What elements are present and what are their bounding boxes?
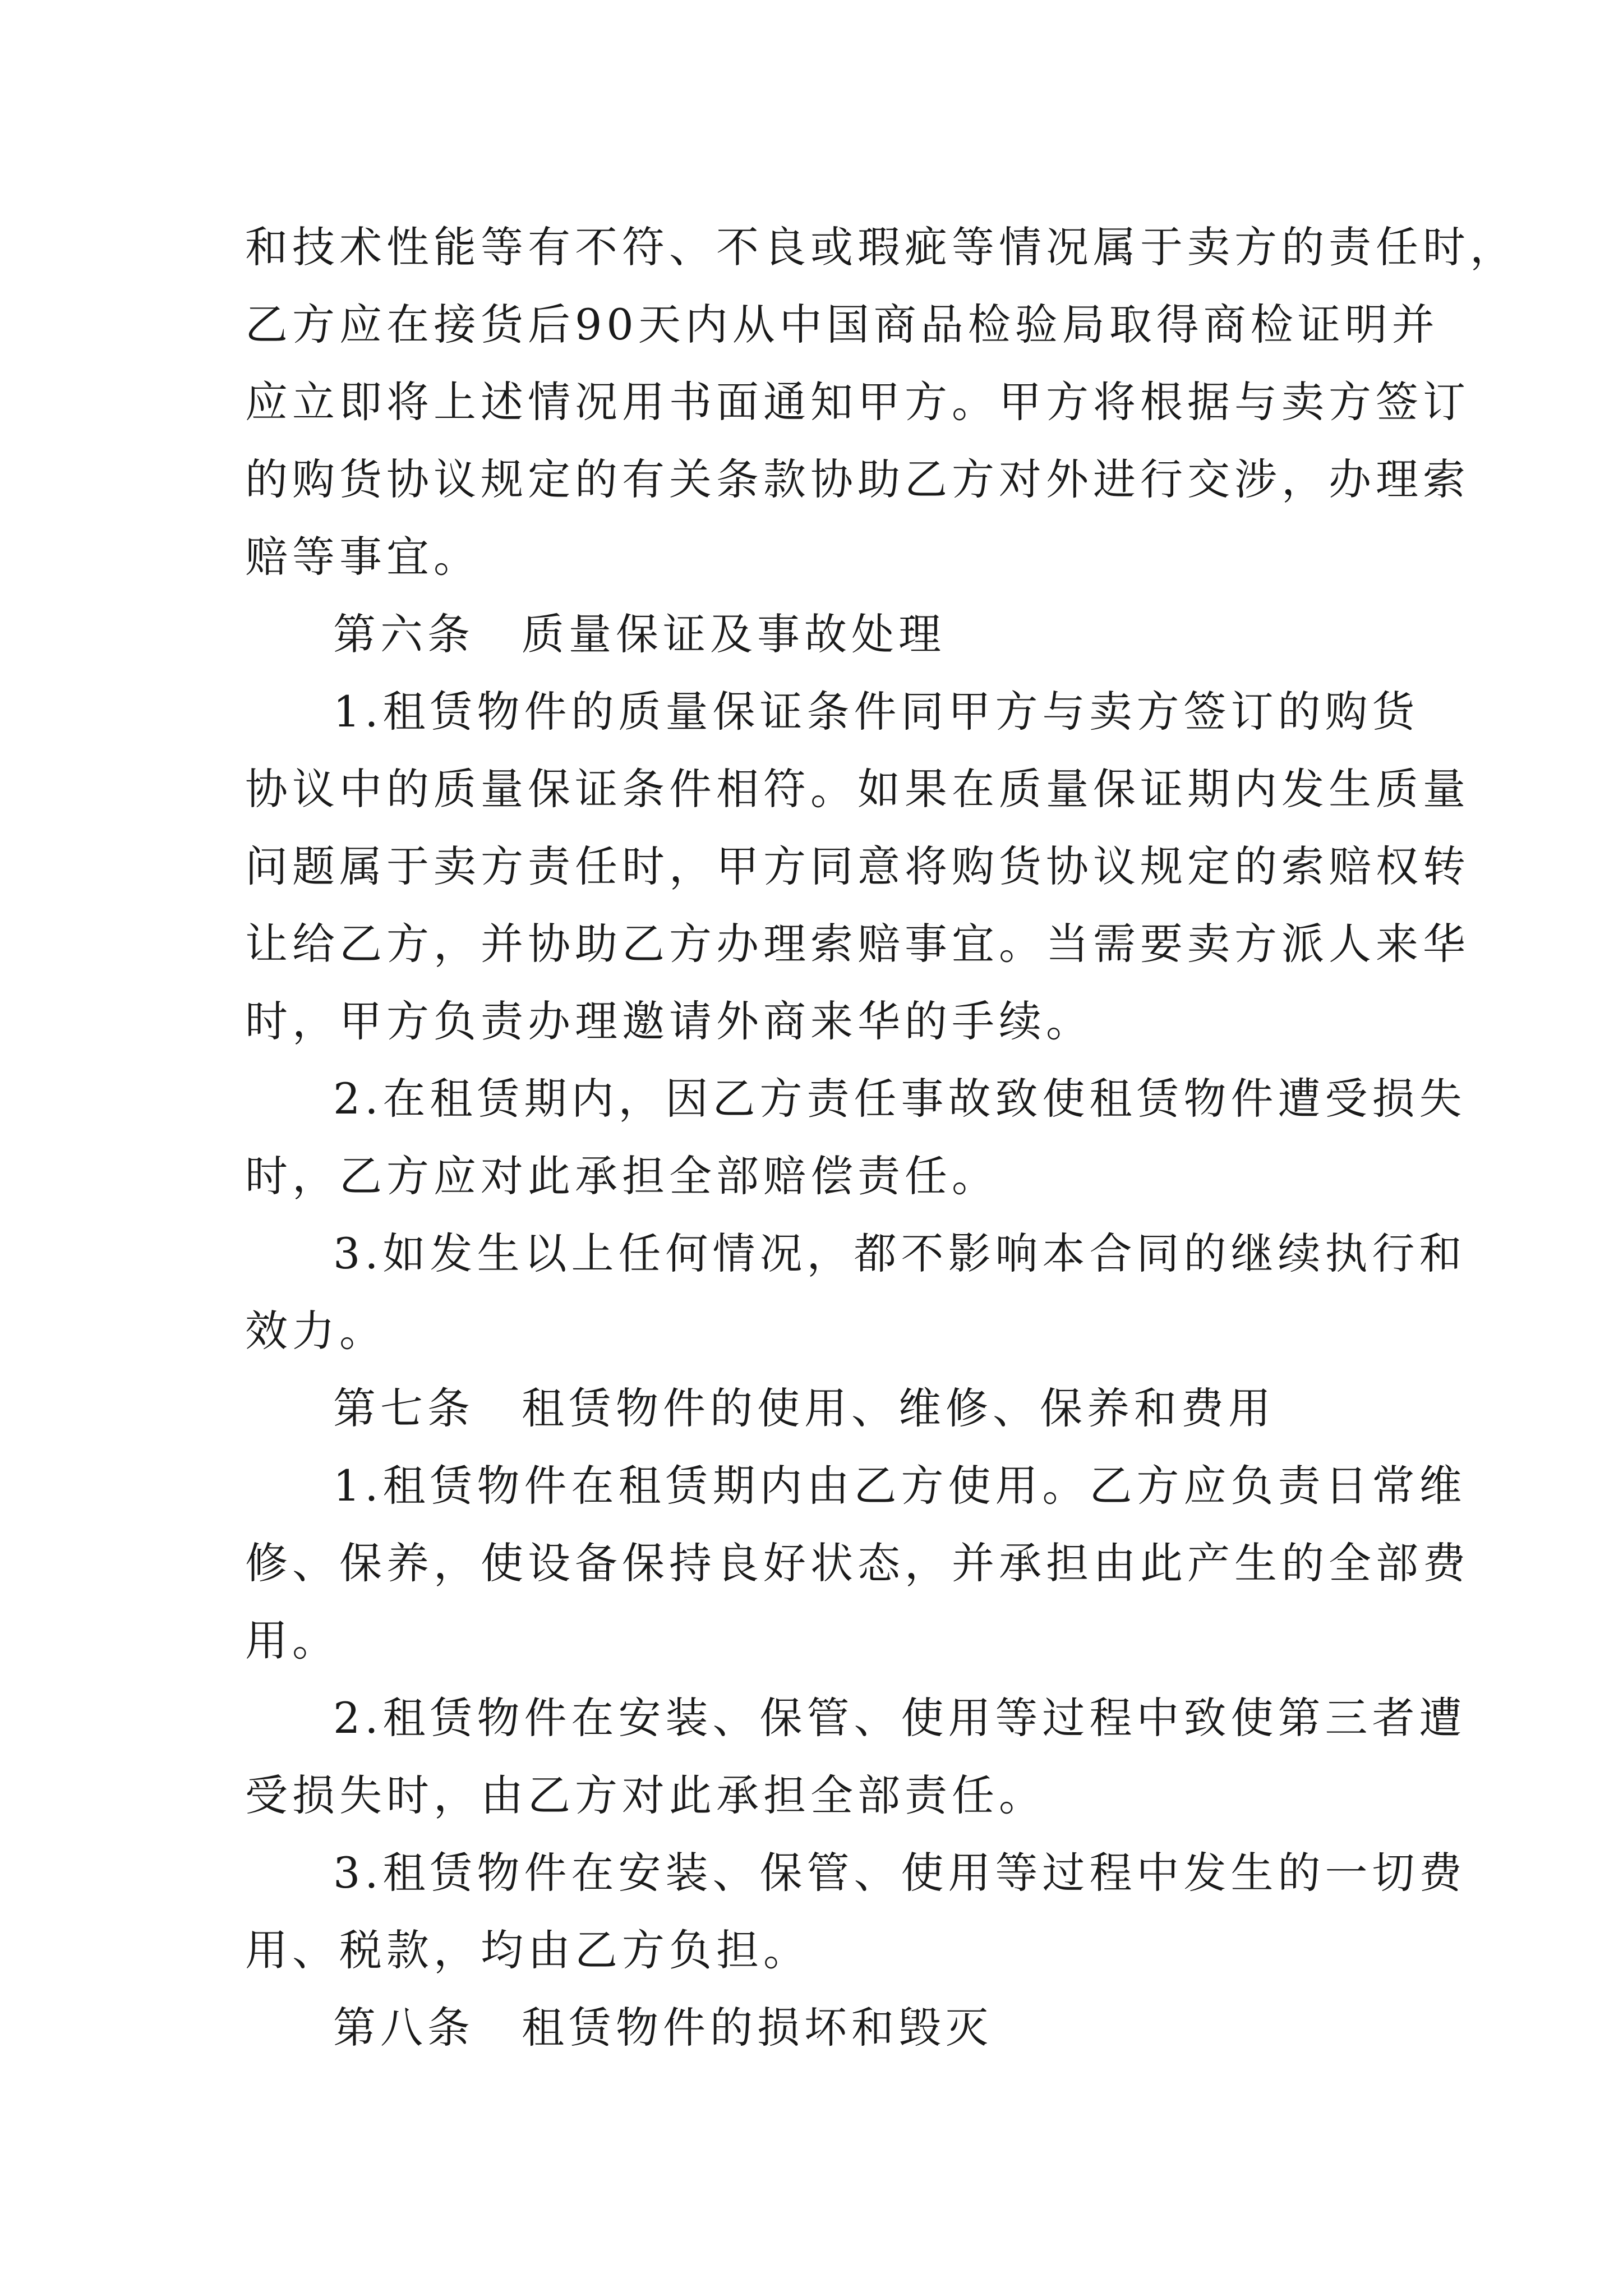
text-line: 问题属于卖方责任时，甲方同意将购货协议规定的索赔权转: [245, 841, 1470, 891]
text-line: 的购货协议规定的有关条款协助乙方对外进行交涉，办理索: [245, 454, 1470, 504]
text-line: 3.如发生以上任何情况，都不影响本合同的继续执行和: [333, 1228, 1467, 1278]
text-line: 应立即将上述情况用书面通知甲方。甲方将根据与卖方签订: [245, 377, 1470, 427]
article-heading: 第八条 租赁物件的损坏和毁灭: [333, 2003, 993, 2053]
text-line: 让给乙方，并协助乙方办理索赔事宜。当需要卖方派人来华: [245, 919, 1470, 969]
text-line: 时，甲方负责办理邀请外商来华的手续。: [245, 996, 1093, 1046]
text-line: 受损失时，由乙方对此承担全部责任。: [245, 1770, 1046, 1820]
text-line: 修、保养，使设备保持良好状态，并承担由此产生的全部费: [245, 1538, 1470, 1588]
article-heading: 第七条 租赁物件的使用、维修、保养和费用: [333, 1383, 1275, 1433]
text-line: 2.在租赁期内，因乙方责任事故致使租赁物件遭受损失: [333, 1074, 1467, 1124]
text-line: 赔等事宜。: [245, 532, 481, 582]
text-line: 效力。: [245, 1306, 386, 1356]
text-line: 协议中的质量保证条件相符。如果在质量保证期内发生质量: [245, 764, 1470, 814]
text-line: 2.租赁物件在安装、保管、使用等过程中致使第三者遭: [333, 1693, 1467, 1743]
text-line: 用、税款，均由乙方负担。: [245, 1925, 810, 1975]
article-heading: 第六条 质量保证及事故处理: [333, 609, 946, 659]
text-line: 1.租赁物件在租赁期内由乙方使用。乙方应负责日常维: [333, 1461, 1467, 1511]
text-line: 1.租赁物件的质量保证条件同甲方与卖方签订的购货: [333, 687, 1419, 737]
text-line: 时，乙方应对此承担全部赔偿责任。: [245, 1151, 999, 1201]
text-line: 用。: [245, 1616, 339, 1665]
text-line: 和技术性能等有不符、不良或瑕疵等情况属于卖方的责任时，: [245, 222, 1517, 272]
text-line: 3.租赁物件在安装、保管、使用等过程中发生的一切费: [333, 1848, 1467, 1898]
text-line: 乙方应在接货后90天内从中国商品检验局取得商检证明并: [245, 300, 1439, 349]
